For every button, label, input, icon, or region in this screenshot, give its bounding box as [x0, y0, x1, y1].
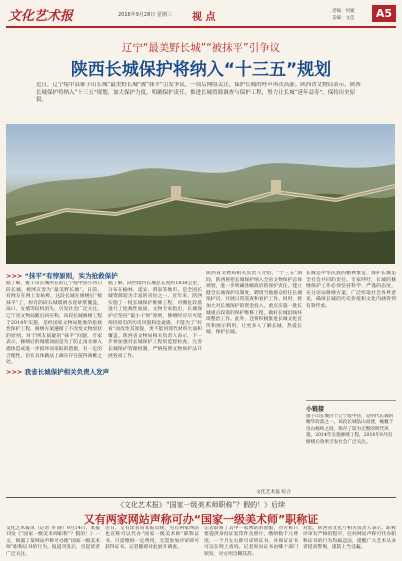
masthead [6, 4, 396, 28]
issue-date: 2016年9月28日 星期三 [118, 12, 172, 18]
story1-column-2a: 据了解，陕西境内长城总长度约1838公里，分布在榆林、延安、渭南等地市，是全国长城资源较为丰富的省份之一。近年来，陕西实施了一批长城保护维修工程，对濒危段落进行了抢救性加固。文物专家指出，长城保护应坚持“最小干预”原则，修缮时应尽可能保持原有的历史风貌和沧桑感，不能为了“好看”而改变其原貌，更不能用现代材料大面积覆盖。陕西省文物局相关负责人表示，下一步将加强对长城保护工程的监督检查，完善长城保护管理机制，严格按照文物保护法开展各项工作。 [108, 281, 202, 359]
story1-column-4: 长城是中华民族的精神象征，保护长城是全社会共同的责任。专家呼吁，长城的修缮保护工作必须坚持科学、严谨的态度，充分论证修缮方案，广泛听取社会各界意见，确保长城的历史价值和文化内涵得到有效传承。 [306, 271, 396, 309]
story2-headline: 又有两家网站声称可办“国家一级美术师”职称证 [83, 513, 319, 526]
great-wall-photo [6, 124, 395, 264]
story1-kicker: 辽宁“最美野长城”“被抹平”引争议 [121, 42, 281, 54]
section2-title: 我省长城保护相关负责人发声 [24, 368, 110, 376]
story1-byline: 文化艺术报 综合 [256, 490, 292, 495]
story2-column-2: 近日，又有读者向本报反映，另有两家网站也宣称可以代办“国家一级美术师”职称证书，只需缴纳一定费用，无需参加评审即可获得证书。记者随即对此展开调查。 [105, 526, 199, 551]
story2-column-4: 对此，陕西省文化厅相关负责人表示，职称评审有严格的程序，任何网站声称可代办职称证书的行为均属违法，提醒广大艺术从业者提高警惕，谨防上当受骗。 [303, 526, 396, 551]
paper-name: 文化艺术报 [8, 9, 74, 24]
editor-credits: 责编：何媛 美编：文佳 [332, 9, 355, 21]
story1-headline: 陕西长城保护将纳入“十三五”规划 [70, 60, 332, 80]
sidebar-body: 锥子山长城位于辽宁绥中县，是明代长城的精华段落之一。该段长城依山而建，蜿蜒于崇山峻岭之间，保存了较为完整的明代风貌，2014年实施修缮工程，2016年9月因修缮后效果引发社会广泛关注。 [306, 414, 394, 445]
section-title: 视 点 [192, 12, 216, 23]
story1-column-3: 陕西省文物局相关负责人介绍，“十三五”期间，陕西将把长城保护纳入全省文物保护总体规划，进一步明确各级政府的保护责任，建立健全长城保护员制度，聘请当地群众担任长城保护员，开展日常巡查和看护工作。同时，将加大对长城保护的资金投入，重点实施一批长城重点段落的保护维修工程，做好长城沿线环境整治工作。此外，还将积极推进长城文化宣传和展示利用，让更多人了解长城、热爱长城、保护长城。 [206, 271, 302, 336]
sidebar-title: 小链接 [306, 406, 325, 413]
story2-column-1: 文化艺术报讯（记者 李 静）9月14日，本报刊发《“国家一级美术师职称”？假的！》一文，揭露了某网站声称可办理“国家一级美术师”职称证书的行为。报道刊发后，引起读者广泛关注。 [6, 526, 100, 557]
story2-kicker: 《文化艺术报》“国家一级美术师职称”？假的！》后续 [116, 501, 286, 509]
section-marker: >>> [6, 272, 25, 280]
story1-column-1: 据了解，锥子山长城所在的辽宁绥中县小河口段长城，被网友誉为“最美野长城”。日前，有网友在网上发帖称，这段长城在修缮后“被抹平”了，原有的砖石城墙被水泥砂浆覆盖，垛口、女墙等结构消失，引发社会广泛关注。辽宁省文物局随后回应称，该段长城修缮工程于2014年实施，是经国家文物局批准的抢救性保护工程，修缮方案遵循了不改变文物原状的原则。对于网友质疑的“抹平”问题，专家表示，修缮后的城墙顶面是为了防止雨水渗入墙体造成进一步损坏而采取的措施，有一定的合理性，但在具体做法上确实存在值得商榷之处。 [6, 281, 102, 366]
great-wall-illustration [6, 124, 395, 264]
story2-column-3: 记者联系了其中一家网站的客服，对方称只要提供身份证复印件及照片，缴纳数千元费用，一个月左右即可拿到证书，并保证证书可以在网上查询。记者询问证书由哪个部门颁发，对方则含糊其辞。 [204, 526, 298, 557]
link-sidebar [306, 400, 396, 501]
page-number: A5 [372, 5, 396, 22]
section1-title: “抹平”有悖原则，实为抢救保护 [24, 272, 118, 280]
story-divider [6, 497, 396, 498]
section1-heading [6, 271, 118, 280]
section2-heading [6, 367, 113, 376]
section-marker-2: >>> [6, 368, 25, 376]
story1-lead: 近日，辽宁绥中县锥子山长城“最美野长城”被“抹平”引发争议，一周后网络关注，保护长城的呼声再次高涨。陕西省文物局表示，陕西长城保护将纳入“十三五”规划，加大保护力度，明确保护责任，推进长城资源调查与保护工程，努力让长城“延年益寿”，保持历史原貌。 [36, 82, 361, 104]
